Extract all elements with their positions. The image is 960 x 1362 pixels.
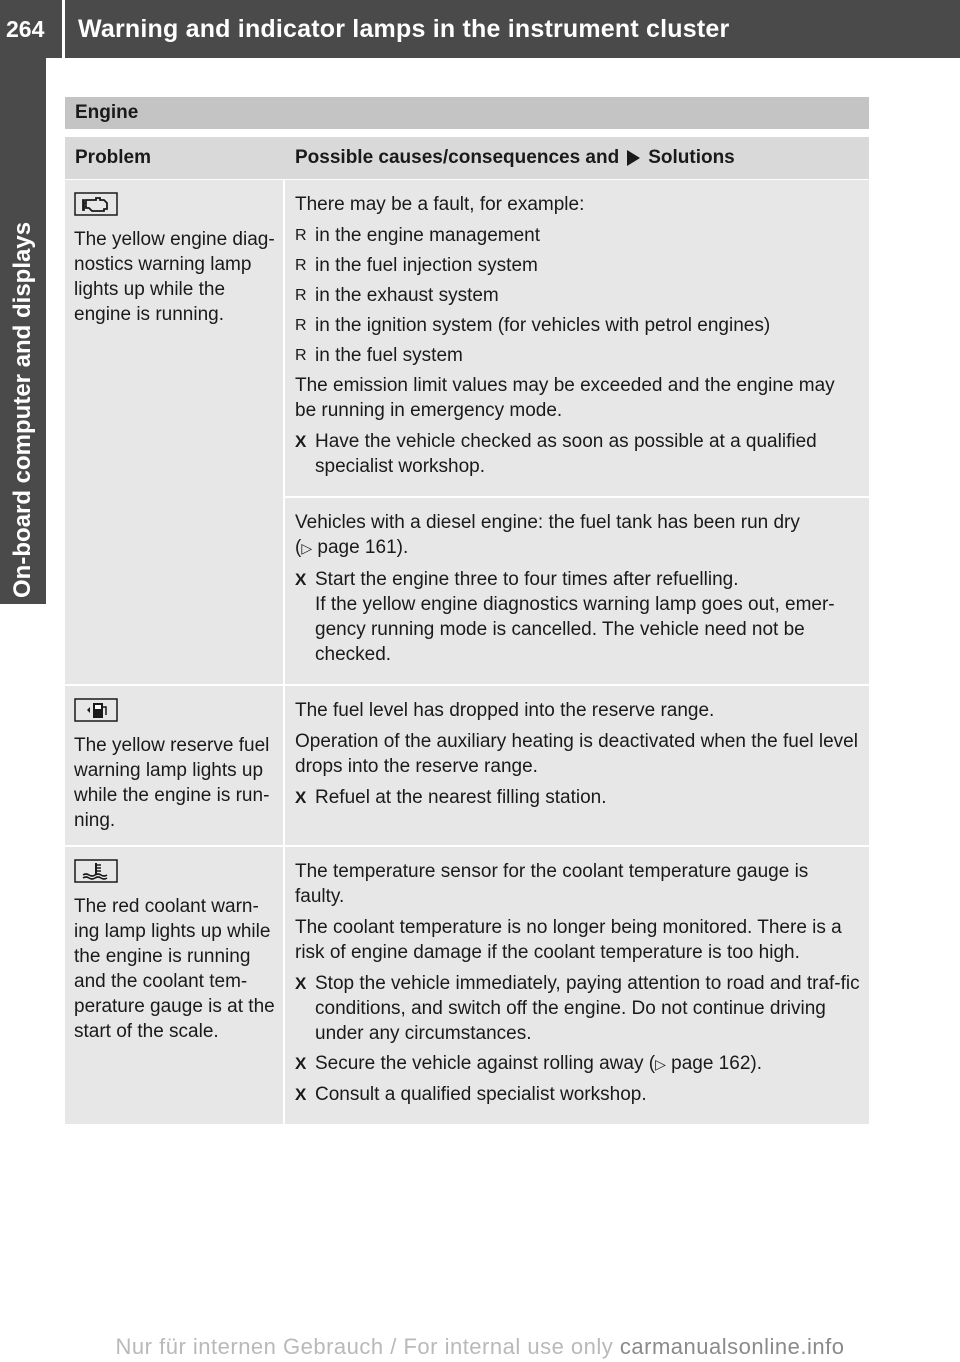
solution-arrow-icon bbox=[627, 150, 640, 166]
list-item-text: in the engine management bbox=[315, 225, 540, 246]
action-icon: X bbox=[295, 432, 307, 451]
fuel-reserve-icon bbox=[74, 698, 118, 722]
action-icon: X bbox=[295, 788, 307, 807]
problem-text: The yellow reserve fuel warning lamp lights up while the engine is run-ning. bbox=[74, 735, 270, 831]
table-row bbox=[65, 180, 869, 686]
action-step bbox=[295, 785, 861, 810]
footer-watermark bbox=[0, 1334, 960, 1360]
problem-text: The yellow engine diag-nostics warning lamp lights up while the engine is running. bbox=[74, 229, 275, 325]
action-text-part: Secure the vehicle against rolling away ( bbox=[315, 1053, 656, 1074]
spacer bbox=[65, 129, 869, 137]
chapter-side-tab bbox=[0, 58, 46, 604]
list-item bbox=[295, 253, 861, 278]
col-solutions-text-2: Solutions bbox=[648, 147, 735, 168]
list-item bbox=[295, 313, 861, 338]
bullet-icon: R bbox=[295, 317, 307, 334]
action-step bbox=[295, 429, 861, 479]
section-title: Engine bbox=[65, 97, 869, 129]
action-text bbox=[315, 1051, 762, 1077]
page-title: Warning and indicator lamps in the instrument cluster bbox=[78, 15, 730, 43]
chapter-label: On-board computer and displays bbox=[9, 221, 36, 598]
col-solutions-text: Possible causes/consequences and bbox=[295, 147, 620, 168]
list-item-text: in the fuel system bbox=[315, 345, 463, 366]
table-row bbox=[65, 847, 869, 1126]
list-item bbox=[295, 343, 861, 368]
cause-block bbox=[285, 686, 869, 827]
coolant-temperature-icon bbox=[74, 859, 118, 883]
action-text: Stop the vehicle immediately, paying attention to road and traf-fic conditions, and switch off the engine. Do not continue driving under any circumstances. bbox=[315, 973, 860, 1044]
action-text: Refuel at the nearest filling station. bbox=[315, 787, 607, 808]
bullet-icon: R bbox=[295, 347, 307, 364]
action-icon: X bbox=[295, 1085, 307, 1104]
action-detail-text: If the yellow engine diagnostics warning lamp goes out, emer-gency running mode is cancelled. The vehicle need not be checked. bbox=[315, 594, 835, 665]
action-icon: X bbox=[295, 1054, 307, 1073]
cause-intro: Vehicles with a diesel engine: the fuel tank has been run dry (▷ page 161). bbox=[295, 512, 800, 558]
cause-intro: There may be a fault, for example: bbox=[295, 194, 585, 215]
action-main-text: Start the engine three to four times after refuelling. bbox=[315, 569, 739, 590]
page-ref-icon: ▷ bbox=[655, 1056, 666, 1072]
cause-note: The emission limit values may be exceeded and the engine may be running in emergency mode. bbox=[295, 375, 835, 421]
action-icon: X bbox=[295, 570, 307, 589]
list-item bbox=[295, 223, 861, 248]
engine-table bbox=[65, 97, 869, 1126]
col-problem-header: Problem bbox=[75, 147, 152, 168]
action-icon: X bbox=[295, 974, 307, 993]
list-item-text: in the ignition system (for vehicles with petrol engines) bbox=[315, 315, 771, 336]
table-row bbox=[65, 686, 869, 847]
cause-block bbox=[285, 847, 869, 1124]
list-item-text: in the exhaust system bbox=[315, 285, 499, 306]
bullet-icon: R bbox=[295, 287, 307, 304]
action-step bbox=[295, 1051, 861, 1077]
problem-text: The red coolant warn-ing lamp lights up while the engine is running and the coolant tem-perature gauge is at the start of the scale. bbox=[74, 896, 275, 1042]
bullet-icon: R bbox=[295, 227, 307, 244]
header-bar bbox=[0, 0, 960, 58]
page-reference[interactable]: page 162). bbox=[671, 1053, 762, 1074]
solutions-cell bbox=[285, 847, 869, 1124]
action-text: Consult a qualified specialist workshop. bbox=[315, 1084, 647, 1105]
list-item bbox=[295, 283, 861, 308]
solutions-cell bbox=[285, 180, 869, 684]
solutions-cell bbox=[285, 686, 869, 845]
cause-text: The temperature sensor for the coolant temperature gauge is faulty. bbox=[295, 861, 809, 907]
source-site[interactable]: carmanualsonline.info bbox=[619, 1334, 845, 1359]
cause-block bbox=[285, 496, 869, 684]
cause-block bbox=[285, 180, 869, 496]
problem-cell bbox=[65, 686, 285, 845]
list-item-text: in the fuel injection system bbox=[315, 255, 538, 276]
problem-cell bbox=[65, 180, 285, 684]
engine-diagnostics-icon bbox=[74, 192, 118, 216]
cause-text: Operation of the auxiliary heating is deactivated when the fuel level drops into the reserve range. bbox=[295, 731, 858, 777]
col-solutions-header bbox=[285, 137, 869, 179]
header-divider bbox=[62, 0, 65, 58]
action-text: Have the vehicle checked as soon as possible at a qualified specialist workshop. bbox=[315, 431, 817, 477]
problem-cell bbox=[65, 847, 285, 1124]
cause-intro-text: Vehicles with a diesel engine: the fuel tank has been run dry bbox=[295, 512, 800, 533]
watermark-text: Nur für internen Gebrauch / For internal use only bbox=[115, 1334, 614, 1359]
cause-text: The fuel level has dropped into the reserve range. bbox=[295, 700, 715, 721]
page-reference[interactable]: page 161). bbox=[317, 537, 409, 558]
bullet-icon: R bbox=[295, 257, 307, 274]
action-step bbox=[295, 971, 861, 1046]
table-header bbox=[65, 137, 869, 180]
page-number: 264 bbox=[6, 16, 45, 42]
action-step bbox=[295, 567, 861, 667]
page-ref-icon: ▷ bbox=[301, 540, 313, 556]
action-text bbox=[315, 567, 861, 667]
cause-text: The coolant temperature is no longer being monitored. There is a risk of engine damage if the coolant temperature is too high. bbox=[295, 917, 842, 963]
action-step bbox=[295, 1082, 861, 1107]
